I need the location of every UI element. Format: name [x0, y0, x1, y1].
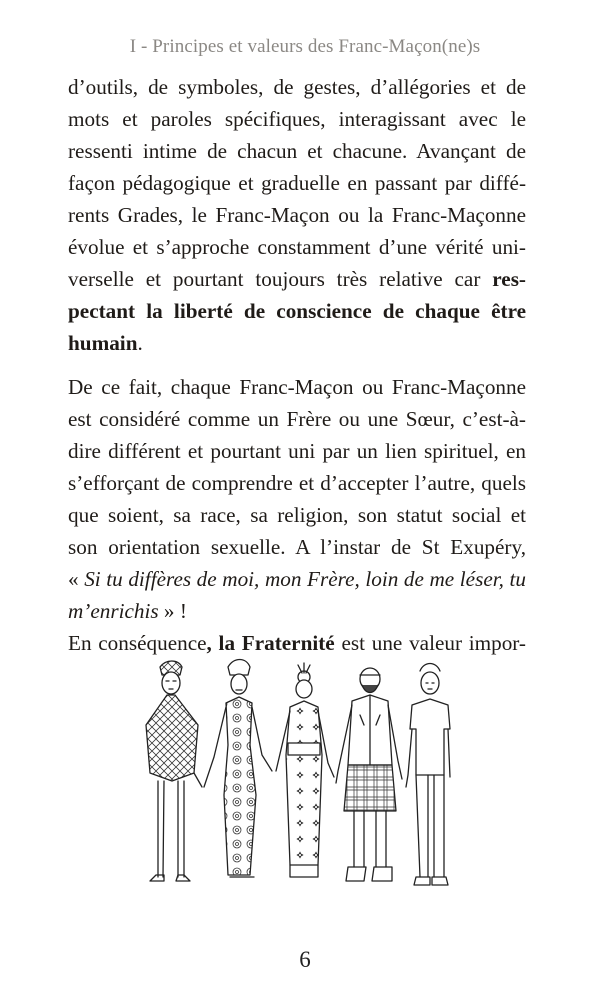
text-line: s’efforçant de comprendre et d’accepter l’autre, quels	[68, 471, 526, 495]
bold-text-line: pectant la liberté de conscience de chaque être	[68, 299, 526, 323]
quote-close: » !	[158, 599, 187, 623]
text-segment: verselle et pourtant toujours très relative car	[68, 267, 493, 291]
figure-1	[146, 661, 202, 881]
running-header: I - Principes et valeurs des Franc-Maçon(ne)s	[129, 36, 481, 57]
text-line: évolue et s’approche constamment d’une vérité uni-	[68, 235, 526, 259]
text-line: façon pédagogique et graduelle en passant par diffé-	[68, 171, 526, 195]
paragraph-1	[68, 71, 526, 359]
text-line	[68, 327, 526, 359]
text-line: est considéré comme un Frère ou une Sœur, c’est-à-	[68, 407, 526, 431]
quote-open: «	[68, 567, 85, 591]
figure-5	[406, 664, 450, 886]
figure-3	[276, 663, 334, 877]
bold-text: , la Fraternité	[206, 631, 335, 655]
text-segment: .	[137, 331, 143, 355]
text-line: De ce fait, chaque Franc-Maçon ou Franc-Maçonne	[68, 375, 526, 399]
text-line: ressenti intime de chacun et chacune. Avançant de	[68, 139, 526, 163]
bold-text: humain	[68, 331, 138, 355]
quote-text: Si tu diffères de moi, mon Frère, loin de me léser, tu	[84, 567, 526, 591]
paragraph-2	[68, 371, 526, 659]
quote-line	[68, 563, 526, 595]
quote-text: m’enrichis	[68, 599, 159, 623]
text-line: rents Grades, le Franc-Maçon ou la Franc-Maçonne	[68, 203, 526, 227]
text-line: que soient, sa race, sa religion, son statut social et	[68, 503, 526, 527]
page-number: 6	[299, 947, 311, 972]
text-line: dire différent et pourtant uni par un lien spirituel, en	[68, 439, 526, 463]
text-segment: est une valeur impor-	[334, 631, 526, 655]
figure-4	[336, 668, 402, 881]
text-segment: En conséquence	[68, 631, 207, 655]
quote-line	[68, 595, 526, 627]
text-line: son orientation sexuelle. A l’instar de St Exupéry,	[68, 535, 526, 559]
text-line: d’outils, de symboles, de gestes, d’allégories et de	[68, 75, 526, 99]
text-line: mots et paroles spécifiques, interagissant avec le	[68, 107, 526, 131]
figure-2	[204, 660, 272, 878]
bold-text: res-	[492, 267, 526, 291]
text-line	[68, 263, 526, 295]
five-people-illustration	[132, 655, 452, 905]
